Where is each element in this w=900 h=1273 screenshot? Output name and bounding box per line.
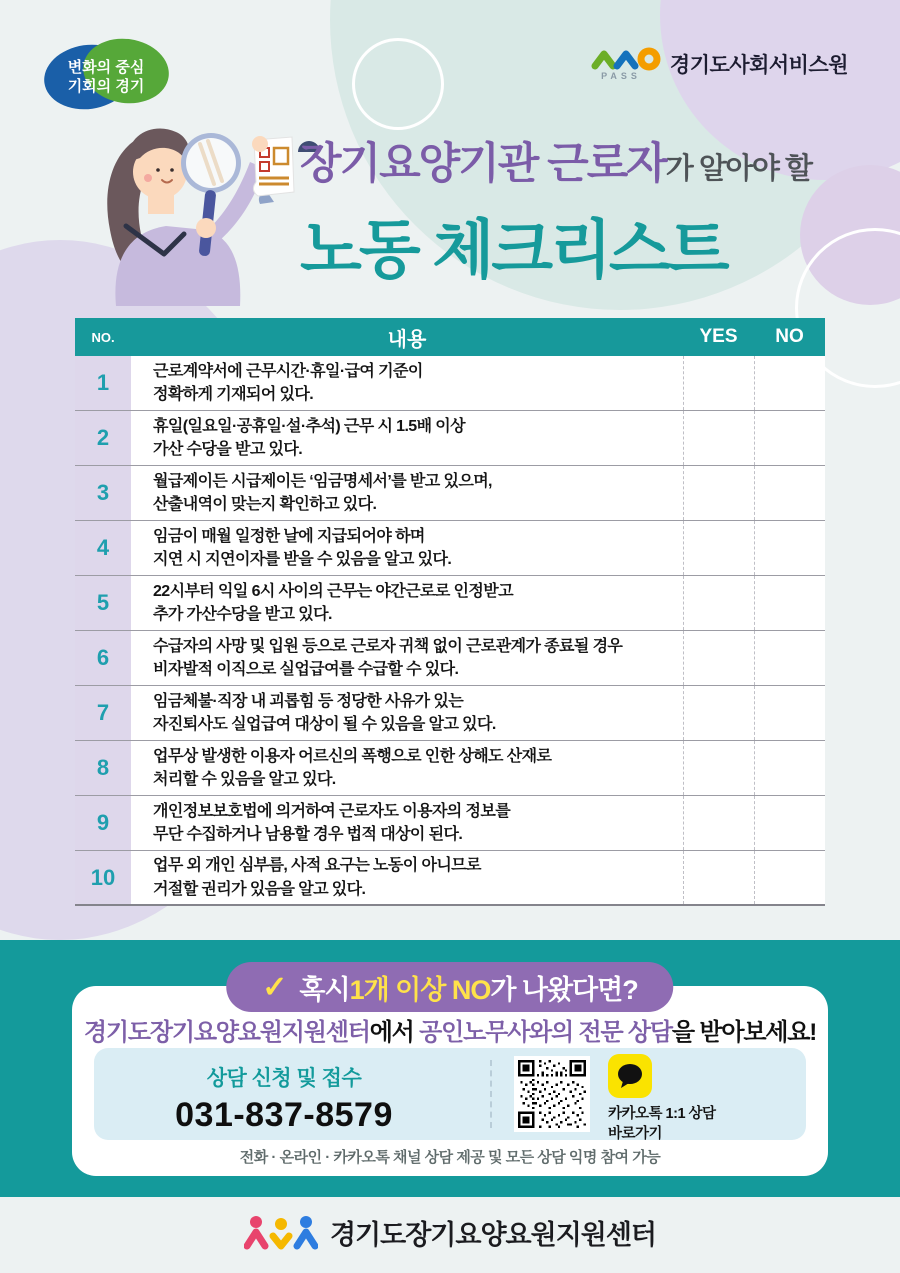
row-number: 7: [75, 686, 131, 740]
row-number: 9: [75, 796, 131, 850]
panel-divider: [490, 1060, 492, 1128]
no-cell[interactable]: [754, 796, 825, 850]
row-number: 2: [75, 411, 131, 465]
yes-cell[interactable]: [683, 851, 754, 904]
row-text-line1: 근로계약서에 근무시간·휴일·급여 기준이: [153, 362, 423, 380]
center-logo-icon: [244, 1212, 318, 1252]
no-cell[interactable]: [754, 356, 825, 410]
contact-panel: [94, 1048, 806, 1140]
row-number: 1: [75, 356, 131, 410]
row-text-line1: 임금체불·직장 내 괴롭힘 등 정당한 사유가 있는: [153, 692, 464, 710]
row-text-line2: 거절할 권리가 있음을 알고 있다.: [153, 880, 366, 898]
table-row: [75, 741, 825, 796]
row-text-line2: 비자발적 이직으로 실업급여를 수급할 수 있다.: [153, 661, 459, 678]
decor-white-ring: [352, 38, 444, 130]
row-text-line1: 월급제이든 시급제이든 ‘임금명세서’를 받고 있으며,: [153, 472, 492, 490]
cta-center-name: 경기도장기요양요원지원센터: [83, 1019, 370, 1046]
yes-cell[interactable]: [683, 466, 754, 520]
row-number: 10: [75, 851, 131, 904]
no-cell[interactable]: [754, 576, 825, 630]
yes-cell[interactable]: [683, 576, 754, 630]
row-content: [131, 521, 683, 575]
table-row: [75, 576, 825, 631]
svg-text:PASS: PASS: [601, 71, 641, 81]
phone-number: 031-837-8579: [175, 1096, 393, 1134]
row-text-line2: 가산 수당을 받고 있다.: [153, 441, 303, 458]
header-yes: YES: [699, 326, 738, 347]
table-row: [75, 631, 825, 686]
row-text-line2: 지연 시 지연이자를 받을 수 있음을 알고 있다.: [153, 551, 452, 568]
row-content: [131, 466, 683, 520]
row-text-line1: 업무 외 개인 심부름, 사적 요구는 노동이 아니므로: [153, 857, 481, 875]
row-number: 3: [75, 466, 131, 520]
yes-cell[interactable]: [683, 796, 754, 850]
title-highlight: 장기요양기관 근로자: [300, 140, 666, 188]
gyeonggi-badge: [42, 34, 170, 121]
no-cell[interactable]: [754, 686, 825, 740]
table-row: [75, 356, 825, 411]
yes-cell[interactable]: [683, 631, 754, 685]
row-text-line1: 수급자의 사망 및 입원 등으로 근로자 귀책 없이 근로관계가 종료될 경우: [153, 637, 623, 655]
table-row: [75, 796, 825, 851]
title-line1: [300, 130, 860, 191]
row-text-line2: 산출내역이 맞는지 확인하고 있다.: [153, 496, 377, 513]
row-text-line1: 개인정보보호법에 의거하여 근로자도 이용자의 정보를: [153, 802, 511, 820]
yes-cell[interactable]: [683, 686, 754, 740]
phone-block: [134, 1062, 434, 1135]
yes-cell[interactable]: [683, 521, 754, 575]
row-text-line1: 휴일(일요일·공휴일·설·추석) 근무 시 1.5배 이상: [153, 417, 466, 435]
row-content: [131, 576, 683, 630]
page-title: 노동 체크리스트: [300, 214, 727, 286]
row-content: [131, 411, 683, 465]
no-cell[interactable]: [754, 851, 825, 904]
qr-code: [514, 1056, 590, 1132]
check-icon: ✓: [262, 970, 288, 1004]
kakao-link-text: 카카오톡 1:1 상담 바로가기: [608, 1106, 716, 1142]
yes-cell[interactable]: [683, 741, 754, 795]
pill-highlight: 1개 이상 NO: [349, 974, 491, 1005]
pass-icon: [591, 46, 661, 82]
table-row: [75, 851, 825, 906]
title-block: [300, 130, 860, 291]
checklist-table: [75, 318, 825, 906]
row-text-line2: 정확하게 기재되어 있다.: [153, 386, 314, 403]
row-text-line2: 처리할 수 있음을 알고 있다.: [153, 771, 336, 788]
phone-label: 상담 신청 및 접수: [206, 1067, 362, 1090]
row-text-line1: 업무상 발생한 이용자 어르신의 폭행으로 인한 상해도 산재로: [153, 747, 552, 765]
header-no: NO.: [91, 329, 115, 345]
org-logo: [591, 46, 848, 82]
row-text-line2: 자진퇴사도 실업급여 대상이 될 수 있음을 알고 있다.: [153, 716, 496, 733]
row-content: [131, 686, 683, 740]
header-content: 내용: [387, 328, 427, 351]
row-content: [131, 356, 683, 410]
row-content: [131, 741, 683, 795]
row-text-line2: 무단 수집하거나 남용할 경우 법적 대상이 된다.: [153, 826, 463, 843]
woman-magnifier-illustration: [88, 110, 323, 315]
kakaotalk-icon: [608, 1054, 652, 1098]
row-content: [131, 796, 683, 850]
svg-text:기회의 경기: 기회의 경기: [67, 78, 145, 95]
org-logo-text: 경기도사회서비스원: [669, 54, 848, 77]
row-text-line2: 추가 가산수당을 받고 있다.: [153, 606, 332, 623]
row-number: 5: [75, 576, 131, 630]
no-cell[interactable]: [754, 466, 825, 520]
yes-cell[interactable]: [683, 411, 754, 465]
row-content: [131, 631, 683, 685]
table-row: [75, 686, 825, 741]
no-cell[interactable]: [754, 631, 825, 685]
contact-caption: 전화 · 온라인 · 카카오톡 채널 상담 제공 및 모든 상담 익명 참여 가능: [239, 1149, 661, 1166]
row-text-line1: 22시부터 익일 6시 사이의 근무는 야간근로로 인정받고: [153, 582, 513, 600]
gyeonggi-badge-icon: [42, 34, 170, 116]
row-number: 6: [75, 631, 131, 685]
no-cell[interactable]: [754, 741, 825, 795]
header-no-column: NO: [775, 326, 804, 347]
row-number: 8: [75, 741, 131, 795]
footer-org-name: 경기도장기요양요원지원센터: [329, 1219, 657, 1250]
cta-pill: ✓ 혹시 1개 이상 NO 가 나왔다면?: [226, 962, 673, 1012]
footer-logo: [0, 1212, 900, 1252]
table-row: [75, 411, 825, 466]
no-cell[interactable]: [754, 411, 825, 465]
title-suffix: 가 알아야 할: [665, 153, 812, 185]
row-number: 4: [75, 521, 131, 575]
row-content: [131, 851, 683, 904]
table-row: [75, 466, 825, 521]
cta-consult-text: 공인노무사와의 전문 상담: [419, 1019, 672, 1046]
kakao-block: [608, 1054, 716, 1144]
row-text-line1: 임금이 매월 일정한 날에 지급되어야 하며: [153, 527, 425, 545]
table-header: [75, 318, 825, 356]
yes-cell[interactable]: [683, 356, 754, 410]
table-row: [75, 521, 825, 576]
cta-description: 경기도장기요양요원지원센터에서 공인노무사와의 전문 상담을 받아보세요!: [83, 1019, 817, 1046]
no-cell[interactable]: [754, 521, 825, 575]
contact-card: [72, 986, 828, 1176]
svg-text:변화의 중심: 변화의 중심: [67, 59, 145, 76]
